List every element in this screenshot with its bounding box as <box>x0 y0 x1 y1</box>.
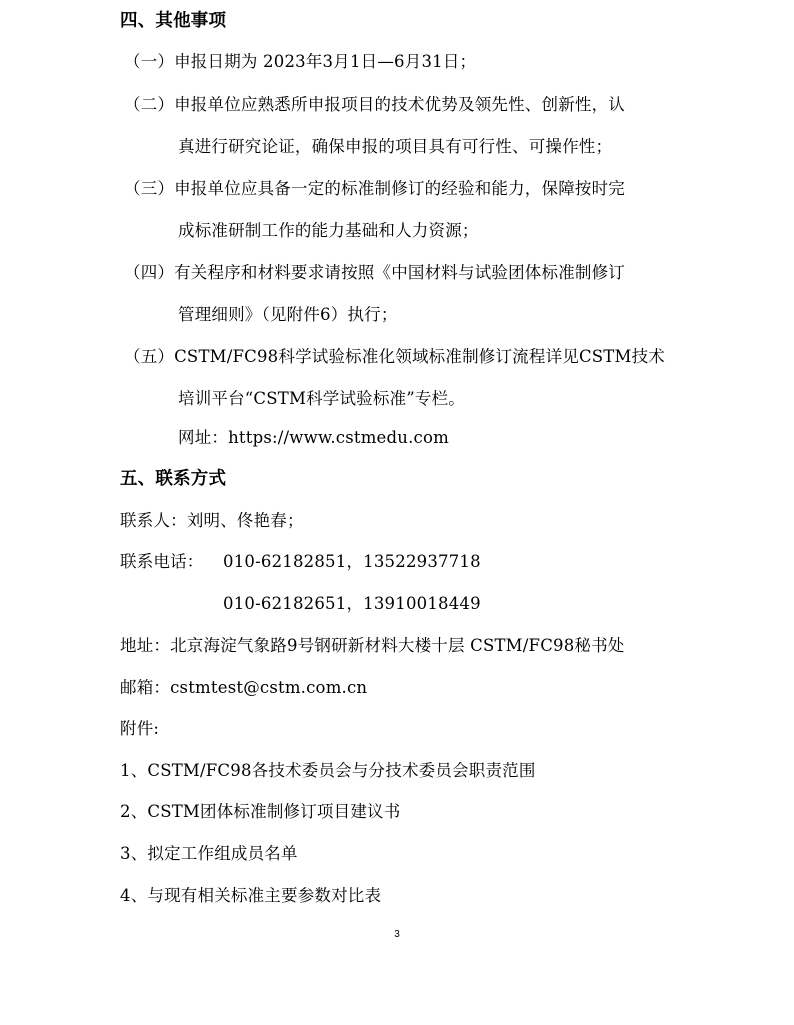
section4-heading: 四、其他事项 <box>120 11 227 31</box>
item3-label: （三） <box>124 179 175 198</box>
item5-label: （五） <box>124 347 175 366</box>
attachments-heading: 附件: <box>120 719 160 738</box>
item5-website <box>178 427 449 449</box>
item2-label: （二） <box>124 95 175 114</box>
item5-line1 <box>124 346 665 368</box>
item5-text-1: CSTM/FC98科学试验标准化领域标准制修订流程详见CSTM技术 <box>174 347 665 366</box>
contacts-value: 刘明、佟艳春； <box>186 511 304 530</box>
item1 <box>124 51 476 73</box>
attachment-item-1: 1、CSTM/FC98各技术委员会与分技术委员会职责范围 <box>120 761 536 780</box>
item4-line1 <box>124 262 625 284</box>
email-value[interactable]: cstmtest@cstm.com.cn <box>170 678 368 697</box>
item3-line2: 成标准研制工作的能力基础和人力资源； <box>178 221 479 240</box>
item3-line1 <box>124 178 625 200</box>
website-label: 网址： <box>178 428 229 447</box>
attachment-item-3: 3、拟定工作组成员名单 <box>120 844 298 863</box>
website-link[interactable]: https://www.cstmedu.com <box>228 428 449 447</box>
page-number: 3 <box>394 929 400 940</box>
phone-label: 联系电话： <box>120 552 204 571</box>
item2-text-1: 申报单位应熟悉所申报项目的技术优势及领先性、创新性，认 <box>174 95 626 114</box>
attachment-item-4: 4、与现有相关标准主要参数对比表 <box>120 886 382 905</box>
phone-line-1 <box>120 551 204 573</box>
contacts-line <box>120 510 304 532</box>
email-line <box>120 677 367 699</box>
item4-line2: 管理细则》（见附件6）执行； <box>178 305 398 324</box>
item5-line2: 培训平台“CSTM科学试验标准”专栏。 <box>178 389 465 408</box>
contacts-label: 联系人： <box>120 511 187 530</box>
item4-text-1: 有关程序和材料要求请按照《中国材料与试验团体标准制修订 <box>174 263 626 282</box>
attachment-item-2: 2、CSTM团体标准制修订项目建议书 <box>120 802 401 821</box>
item2-line1 <box>124 94 625 116</box>
address-value: 北京海淀气象路9号钢研新材料大楼十层 CSTM/FC98秘书处 <box>170 636 625 655</box>
email-label: 邮箱： <box>120 678 171 697</box>
item2-line2: 真进行研究论证，确保申报的项目具有可行性、可操作性； <box>178 137 613 156</box>
phone2-value: 010-62182651，13910018449 <box>223 594 481 613</box>
item1-text: 申报日期为 2023年3月1日—6月31日； <box>174 52 477 71</box>
phone1-value: 010-62182851，13522937718 <box>223 552 481 571</box>
item4-label: （四） <box>124 263 175 282</box>
item1-label: （一） <box>124 52 175 71</box>
item3-text-1: 申报单位应具备一定的标准制修订的经验和能力，保障按时完 <box>174 179 626 198</box>
section5-heading: 五、联系方式 <box>120 469 227 489</box>
address-label: 地址： <box>120 636 171 655</box>
address-line <box>120 635 625 657</box>
